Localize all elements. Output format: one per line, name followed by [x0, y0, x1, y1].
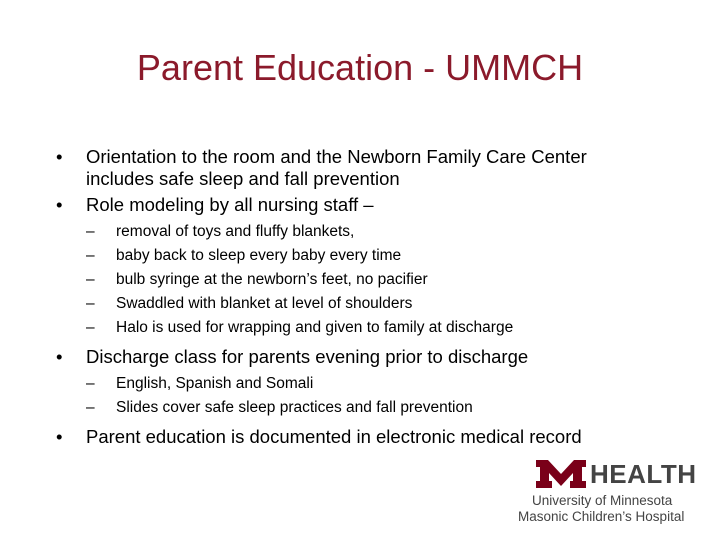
dash-glyph: – [86, 375, 95, 392]
logo-university-text: University of Minnesota [532, 493, 673, 508]
slide-title: Parent Education - UMMCH [136, 47, 584, 88]
block-m-logo-icon [534, 458, 588, 490]
bullet-glyph: • [56, 426, 63, 447]
bullet-text: Discharge class for parents evening prior to discharge [86, 346, 529, 367]
sub-bullet-item [86, 292, 666, 316]
sub-bullet-list [56, 372, 666, 420]
sub-bullet-text: removal of toys and fluffy blankets, [116, 223, 355, 240]
bullet-item [56, 194, 666, 216]
sub-bullet-list [56, 220, 666, 340]
sub-bullet-item [86, 372, 666, 396]
sub-bullet-text: Slides cover safe sleep practices and fall prevention [116, 399, 473, 416]
bullet-text-line: Orientation to the room and the Newborn Family Care Center [86, 146, 587, 167]
bullet-text-line: includes safe sleep and fall prevention [86, 168, 400, 189]
sub-bullet-text: baby back to sleep every baby every time [116, 247, 402, 264]
sub-bullet-item [86, 268, 666, 292]
sub-bullet-item [86, 220, 666, 244]
dash-glyph: – [86, 247, 95, 264]
bullet-glyph: • [56, 346, 63, 367]
sub-bullet-text: Halo is used for wrapping and given to family at discharge [116, 319, 514, 336]
bullet-item [56, 426, 666, 448]
dash-glyph: – [86, 319, 95, 336]
bullet-item [56, 346, 666, 368]
dash-glyph: – [86, 223, 95, 240]
dash-glyph: – [86, 399, 95, 416]
logo-hospital-text: Masonic Children’s Hospital [518, 509, 685, 524]
bullet-glyph: • [56, 194, 63, 215]
bullet-item [56, 146, 666, 190]
sub-bullet-text: bulb syringe at the newborn’s feet, no pacifier [116, 271, 428, 288]
um-health-logo [516, 456, 696, 526]
sub-bullet-item [86, 396, 666, 420]
bullet-text: Parent education is documented in electronic medical record [86, 426, 582, 447]
sub-bullet-text: Swaddled with blanket at level of shoulders [116, 295, 413, 312]
bullet-text: Role modeling by all nursing staff – [86, 194, 374, 215]
bullet-list [56, 146, 666, 452]
logo-health-text: HEALTH [590, 459, 697, 489]
dash-glyph: – [86, 295, 95, 312]
bullet-glyph: • [56, 146, 63, 167]
sub-bullet-text: English, Spanish and Somali [116, 375, 314, 392]
dash-glyph: – [86, 271, 95, 288]
sub-bullet-item [86, 316, 666, 340]
sub-bullet-item [86, 244, 666, 268]
